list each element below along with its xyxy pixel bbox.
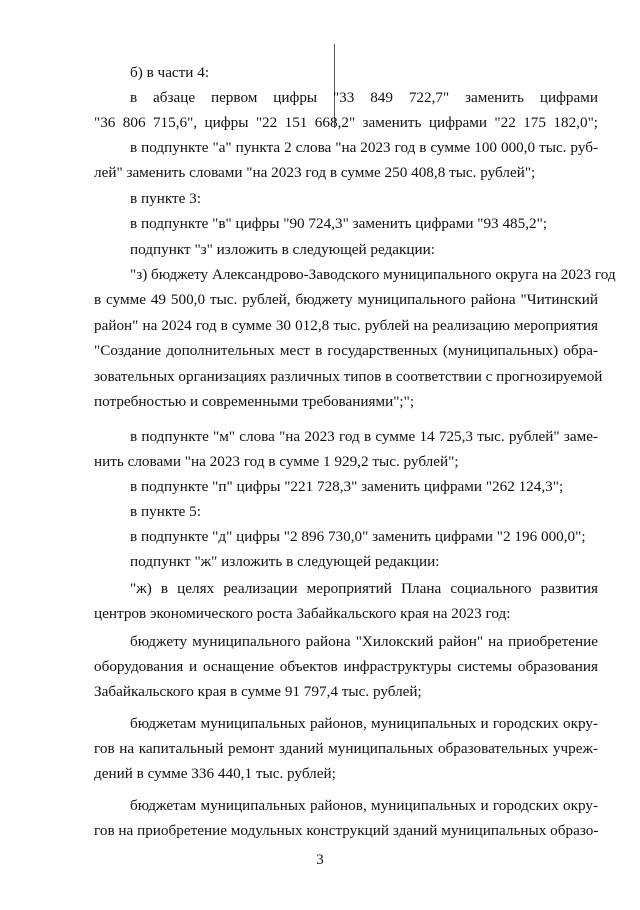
text-line: подпункт "ж" изложить в следующей редакции: <box>130 553 440 570</box>
text-line: в подпункте "в" цифры "90 724,3" заменить цифрами "93 485,2"; <box>130 215 548 232</box>
text-line: в пункте 5: <box>130 503 201 520</box>
text-line: в подпункте "п" цифры "221 728,3" заменить цифрами "262 124,3"; <box>130 478 564 495</box>
text-line: бюджету муниципального района "Хилокский район" на приобретение <box>130 633 598 650</box>
text-line: гов на капитальный ремонт зданий муниципальных образовательных учреж- <box>94 740 598 757</box>
text-line: в подпункте "м" слова "на 2023 год в сумме 14 725,3 тыс. рублей" заме- <box>130 428 598 445</box>
text-line: нить словами "на 2023 год в сумме 1 929,2 тыс. рублей"; <box>94 453 459 470</box>
text-line: дений в сумме 336 440,1 тыс. рублей; <box>94 765 336 782</box>
text-line: потребностью и современными требованиями";"; <box>94 393 415 410</box>
text-line: гов на приобретение модульных конструкций зданий муниципальных образо- <box>94 822 599 839</box>
text-line: лей" заменить словами "на 2023 год в сумме 250 408,8 тыс. рублей"; <box>94 164 536 181</box>
text-line: б) в части 4: <box>130 64 210 81</box>
text-line: в пункте 3: <box>130 190 201 207</box>
text-line: "з) бюджету Александрово-Заводского муниципального округа на 2023 год <box>130 266 616 283</box>
text-line: бюджетам муниципальных районов, муниципальных и городских окру- <box>130 797 598 814</box>
text-line: район" на 2024 год в сумме 30 012,8 тыс. рублей на реализацию мероприятия <box>94 317 598 334</box>
text-line: в подпункте "д" цифры "2 896 730,0" заменить цифрами "2 196 000,0"; <box>130 528 586 545</box>
text-line: в сумме 49 500,0 тыс. рублей, бюджету муниципального района "Читинский <box>94 291 598 308</box>
text-line: центров экономического роста Забайкальского края на 2023 год: <box>94 605 511 622</box>
text-line: бюджетам муниципальных районов, муниципальных и городских окру- <box>130 715 598 732</box>
text-line: в подпункте "а" пункта 2 слова "на 2023 год в сумме 100 000,0 тыс. руб- <box>130 139 598 156</box>
text-line: "Создание дополнительных мест в государственных (муниципальных) обра- <box>94 342 598 359</box>
text-line: в абзаце первом цифры "33 849 722,7" заменить цифрами <box>130 89 598 106</box>
text-line: оборудования и оснащение объектов инфраструктуры системы образования <box>94 658 598 675</box>
text-line: "36 806 715,6", цифры "22 151 668,2" заменить цифрами "22 175 182,0"; <box>94 114 598 131</box>
text-line: зовательных организациях различных типов в соответствии с прогнозируемой <box>94 368 603 385</box>
text-line: Забайкальского края в сумме 91 797,4 тыс. рублей; <box>94 683 422 700</box>
page-number: 3 <box>316 852 324 868</box>
text-line: "ж) в целях реализации мероприятий Плана социального развития <box>130 580 598 597</box>
text-line: подпункт "з" изложить в следующей редакции: <box>130 241 436 258</box>
